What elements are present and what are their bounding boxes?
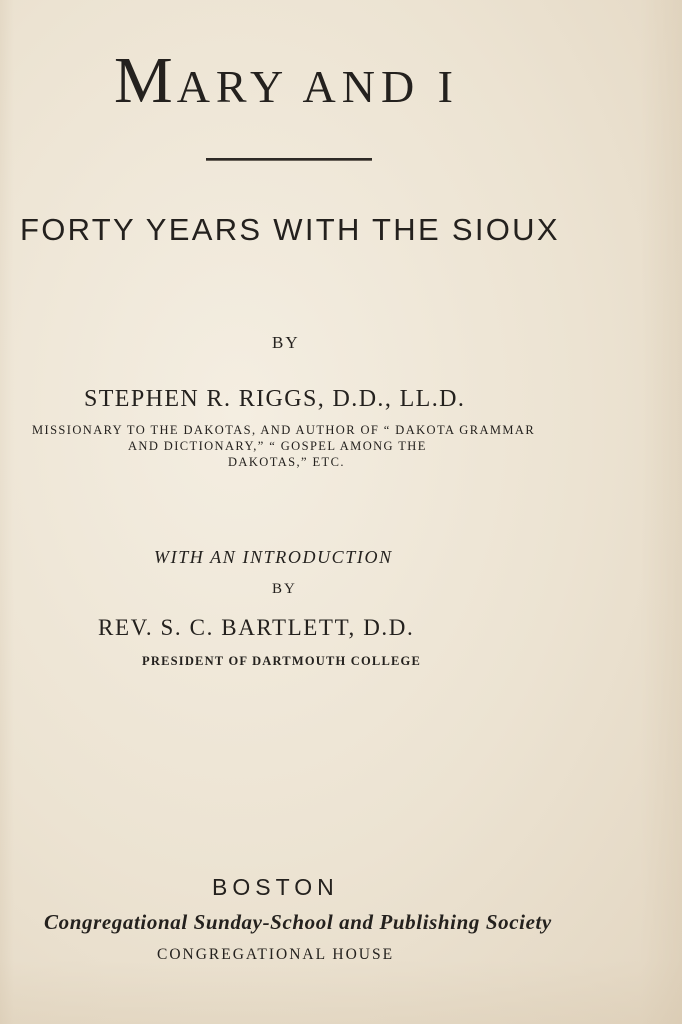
book-title-initial: M xyxy=(114,44,177,117)
author-description-line-1: MISSIONARY TO THE DAKOTAS, AND AUTHOR OF “ DAKOTA GRAMMAR xyxy=(32,423,536,437)
introduction-by-label: BY xyxy=(272,581,297,597)
book-subtitle: FORTY YEARS WITH THE SIOUX xyxy=(20,212,560,247)
publisher-house: CONGREGATIONAL HOUSE xyxy=(157,946,395,963)
book-title xyxy=(114,44,460,117)
publication-city: BOSTON xyxy=(212,874,339,900)
publisher-name: Congregational Sunday-School and Publishing Society xyxy=(44,910,552,934)
author-description-line-3: DAKOTAS,” ETC. xyxy=(228,455,345,469)
introduction-author: REV. S. C. BARTLETT, D.D. xyxy=(98,615,415,640)
author-description-line-2: AND DICTIONARY,” “ GOSPEL AMONG THE xyxy=(128,439,427,453)
book-title-rest: ARY AND I xyxy=(176,61,460,112)
introduction-label: WITH AN INTRODUCTION xyxy=(154,547,393,567)
by-label: BY xyxy=(272,333,300,352)
title-rule-divider xyxy=(206,158,372,161)
author-name: STEPHEN R. RIGGS, D.D., LL.D. xyxy=(84,386,466,412)
introduction-author-title: PRESIDENT OF DARTMOUTH COLLEGE xyxy=(142,654,421,668)
